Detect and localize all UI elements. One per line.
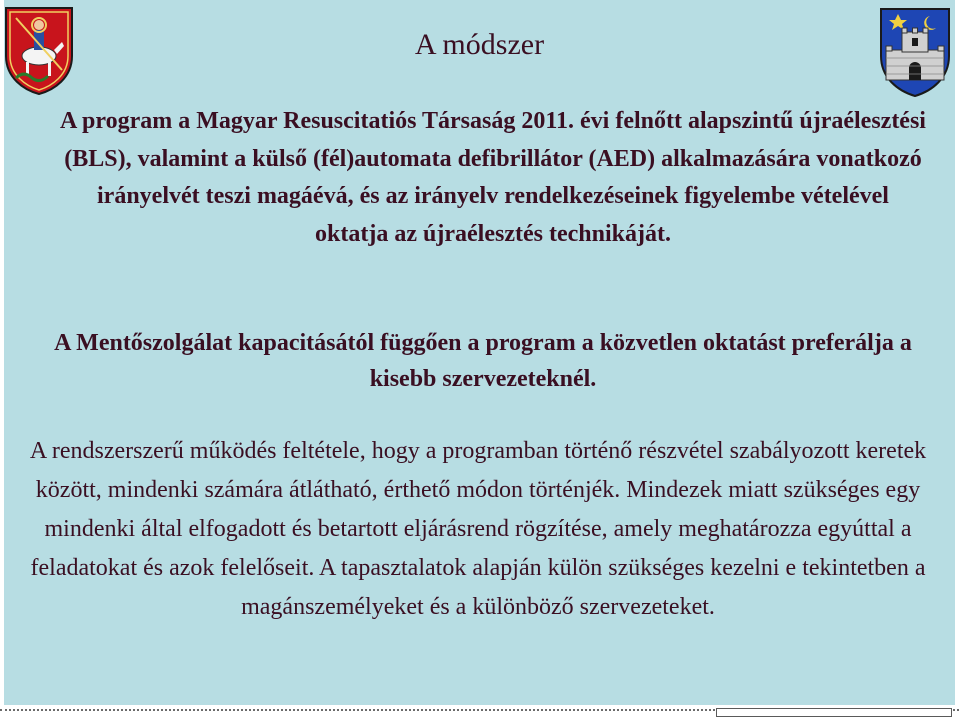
paragraph-system-conditions: A rendszerszerű működés feltétele, hogy a programban történő részvétel szabályozott keretek között, mindenki számára átlátható, érthető módon történjék. Mindezek miatt szükséges egy mindenki által elfogadott és betartott eljárásrend rögzítése, amely meghatározza egyúttal a feladatokat és azok felelőseit. A tapasztalatok alapján külön szükséges kezelni e tekintetben a magánszemélyeket és a különböző szervezeteket. [29,438,927,620]
paragraph-direct-training: A Mentőszolgálat kapacitásától függően a program a közvetlen oktatást preferálja a kisebb szervezeteknél. [54,330,912,392]
paragraph-program-basis: A program a Magyar Resuscitatiós Társaság 2011. évi felnőtt alapszintű újraélesztési (BLS), valamint a külső (fél)automata defibrillátor (AED) alkalmazására vonatkozó irányelvét teszi magáévá, és az irányelv rendelkezéseinek figyelembe vételével oktatja az újraélesztés technikáját. [60,108,926,247]
slide-title: A módszer [414,28,545,61]
footer-box [716,708,952,717]
